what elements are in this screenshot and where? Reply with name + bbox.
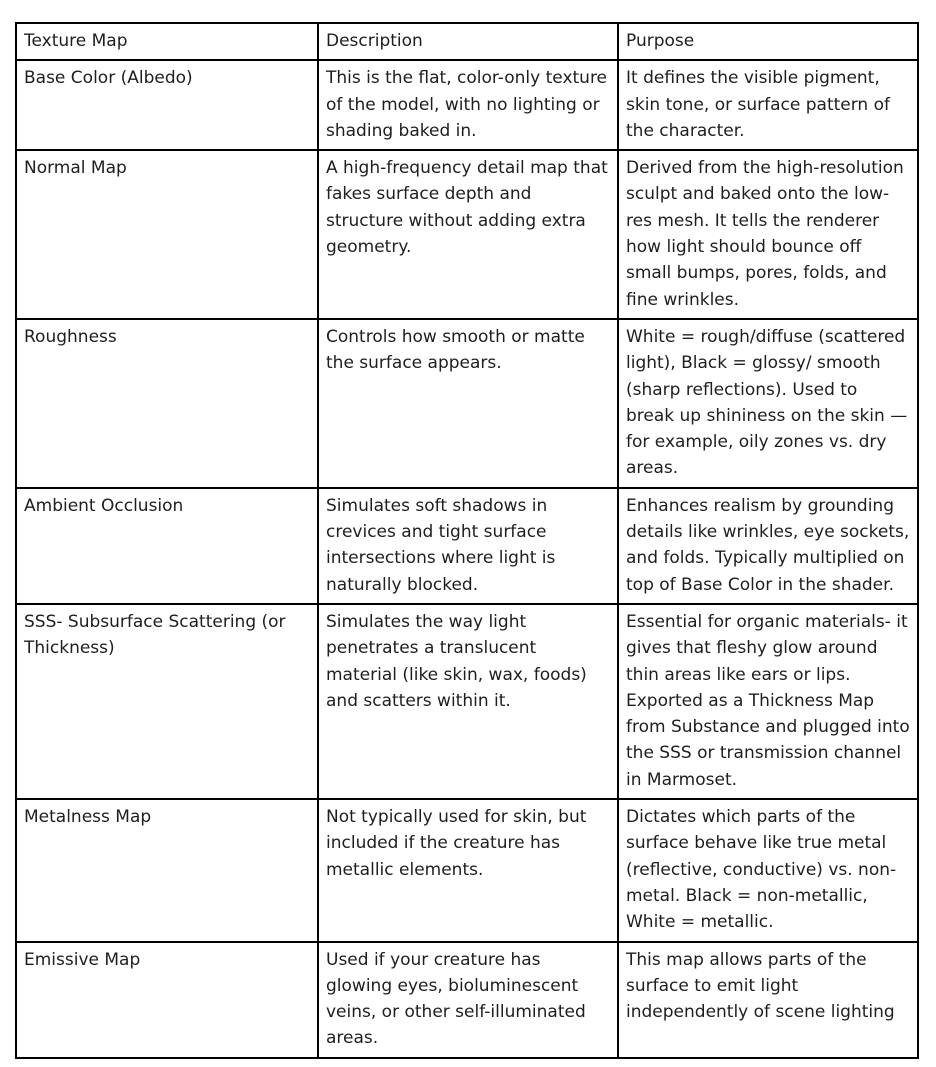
row-description: Simulates the way light penetrates a translucent material (like skin, wax, foods) and scatters within it. bbox=[318, 604, 618, 799]
header-purpose: Purpose bbox=[618, 23, 918, 60]
texture-map-table bbox=[15, 22, 919, 1059]
row-description: Not typically used for skin, but included if the creature has metallic elements. bbox=[318, 799, 618, 941]
row-name: Ambient Occlusion bbox=[16, 488, 318, 604]
header-row bbox=[16, 23, 918, 60]
row-description: Used if your creature has glowing eyes, bioluminescent veins, or other self-illuminated areas. bbox=[318, 942, 618, 1058]
header-texture-map: Texture Map bbox=[16, 23, 318, 60]
table-row bbox=[16, 942, 918, 1058]
row-description: Controls how smooth or matte the surface appears. bbox=[318, 319, 618, 488]
table-row bbox=[16, 319, 918, 488]
row-purpose: Essential for organic materials- it gives that fleshy glow around thin areas like ears or lips. Exported as a Thickness Map from Substance and plugged into the SSS or transmission channel in Marmoset. bbox=[618, 604, 918, 799]
table-row bbox=[16, 604, 918, 799]
table-row bbox=[16, 60, 918, 150]
table-row bbox=[16, 488, 918, 604]
table-header bbox=[16, 23, 918, 60]
table-row bbox=[16, 799, 918, 941]
row-purpose: Dictates which parts of the surface behave like true metal (reflective, conductive) vs. non-metal. Black = non-metallic, White = metallic. bbox=[618, 799, 918, 941]
table-row bbox=[16, 150, 918, 319]
row-name: Roughness bbox=[16, 319, 318, 488]
row-purpose: Derived from the high-resolution sculpt and baked onto the low-res mesh. It tells the renderer how light should bounce off small bumps, pores, folds, and fine wrinkles. bbox=[618, 150, 918, 319]
row-name: Normal Map bbox=[16, 150, 318, 319]
row-name: Metalness Map bbox=[16, 799, 318, 941]
table-body bbox=[16, 60, 918, 1057]
row-purpose: White = rough/diffuse (scattered light), Black = glossy/ smooth (sharp reflections). Used to break up shininess on the skin — for example, oily zones vs. dry areas. bbox=[618, 319, 918, 488]
row-purpose: It defines the visible pigment, skin tone, or surface pattern of the character. bbox=[618, 60, 918, 150]
row-name: SSS- Subsurface Scattering (or Thickness) bbox=[16, 604, 318, 799]
row-purpose: Enhances realism by grounding details like wrinkles, eye sockets, and folds. Typically multiplied on top of Base Color in the shader. bbox=[618, 488, 918, 604]
row-description: A high-frequency detail map that fakes surface depth and structure without adding extra geometry. bbox=[318, 150, 618, 319]
row-name: Base Color (Albedo) bbox=[16, 60, 318, 150]
row-description: Simulates soft shadows in crevices and tight surface intersections where light is naturally blocked. bbox=[318, 488, 618, 604]
row-purpose: This map allows parts of the surface to emit light independently of scene lighting bbox=[618, 942, 918, 1058]
row-description: This is the flat, color-only texture of the model, with no lighting or shading baked in. bbox=[318, 60, 618, 150]
row-name: Emissive Map bbox=[16, 942, 318, 1058]
header-description: Description bbox=[318, 23, 618, 60]
